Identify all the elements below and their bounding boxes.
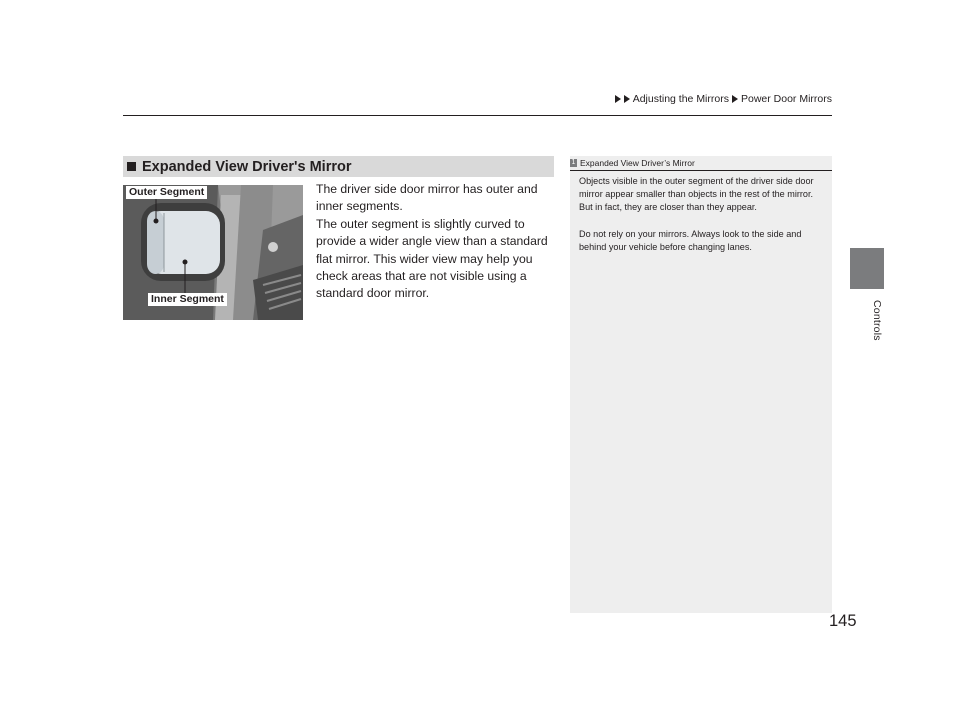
note-rule	[570, 170, 832, 171]
section-title: Expanded View Driver's Mirror	[142, 158, 352, 175]
body-text	[316, 181, 556, 303]
breadcrumb	[615, 93, 832, 105]
breadcrumb-item-mirrors[interactable]: Adjusting the Mirrors	[632, 93, 729, 105]
callout-outer-segment: Outer Segment	[126, 186, 207, 199]
section-bullet-icon	[127, 162, 136, 171]
note-panel	[570, 156, 832, 613]
breadcrumb-arrow-icon	[615, 95, 621, 103]
note-body	[579, 175, 827, 267]
body-paragraph: The outer segment is slightly curved to provide a wider angle view than a standard flat mirror. This wider view may help you check areas that are not visible using a standard door mirror.	[316, 216, 548, 301]
section-heading	[123, 156, 554, 177]
note-paragraph: Do not rely on your mirrors. Always look to the side and behind your vehicle before changing lanes.	[579, 228, 802, 252]
note-paragraph: Objects visible in the outer segment of the driver side door mirror appear smaller than objects in the rest of the mirror. But in fact, they are closer than they appear.	[579, 176, 814, 213]
note-heading	[570, 156, 832, 169]
breadcrumb-item-power-door-mirrors[interactable]: Power Door Mirrors	[740, 93, 832, 105]
page-number: 145	[829, 612, 857, 630]
chapter-tab[interactable]	[850, 248, 884, 289]
breadcrumb-arrow-icon	[732, 95, 738, 103]
mirror-figure	[123, 185, 303, 320]
breadcrumb-arrow-icon	[624, 95, 630, 103]
body-paragraph: The driver side door mirror has outer and inner segments.	[316, 182, 538, 214]
callout-inner-segment: Inner Segment	[148, 293, 227, 306]
note-number-badge: 1	[571, 158, 576, 166]
chapter-tab-label: Controls	[871, 300, 883, 341]
header-rule	[123, 115, 832, 116]
note-title: Expanded View Driver’s Mirror	[580, 157, 695, 168]
